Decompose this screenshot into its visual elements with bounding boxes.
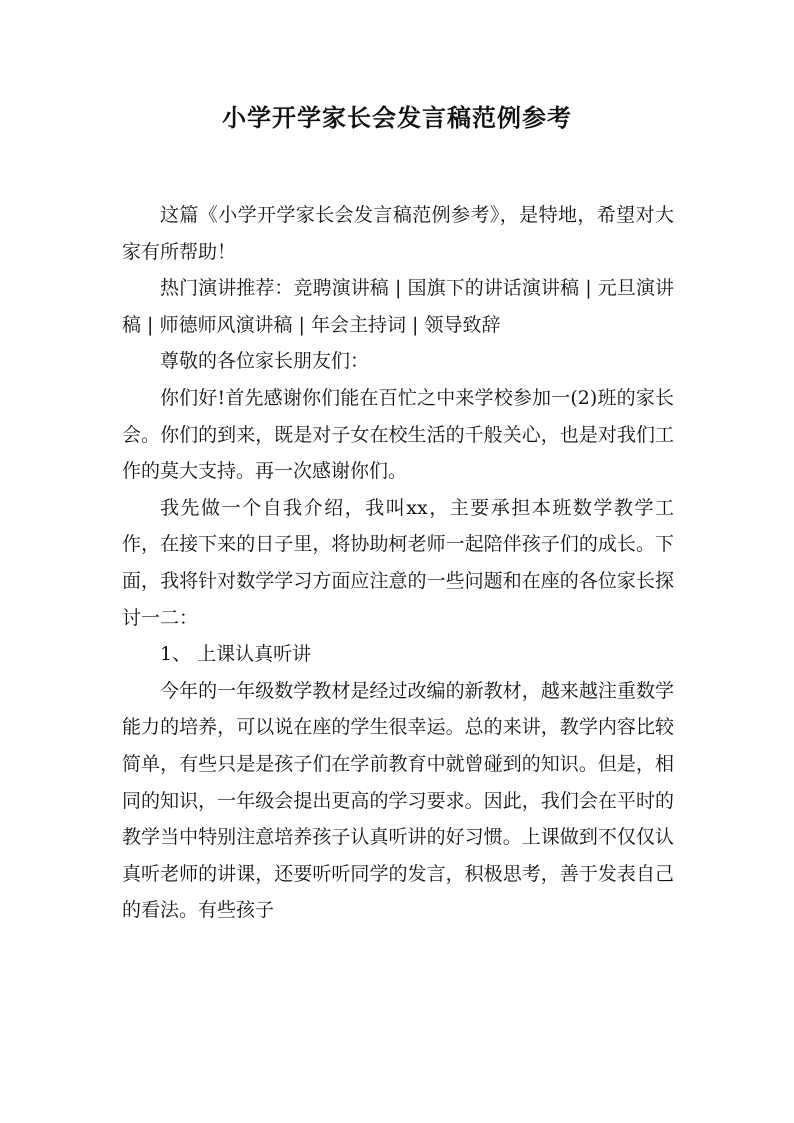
- section-1-paragraph: 今年的一年级数学教材是经过改编的新教材，越来越注重数学能力的培养，可以说在座的学生很幸运。总的来讲，教学内容比较简单，有些只是是孩子们在学前教育中就曾碰到的知识。但是，相同的知识，一年级会提出更高的学习要求。因此，我们会在平时的教学当中特别注意培养孩子认真听讲的好习惯。上课做到不仅仅认真听老师的讲课，还要听听同学的发言，积极思考，善于发表自己的看法。有些孩子: [122, 679, 674, 922]
- document-title: 小学开学家长会发言稿范例参考: [222, 104, 572, 132]
- section-heading-1: 1、 上课认真听讲: [160, 643, 312, 666]
- document-body: [122, 197, 674, 929]
- greeting-paragraph: 你们好!首先感谢你们能在百忙之中来学校参加一(2)班的家长会。你们的到来，既是对子女在校生活的千般关心，也是对我们工作的莫大支持。再一次感谢你们。: [122, 386, 674, 483]
- intro-paragraph: 这篇《小学开学家长会发言稿范例参考》，是特地，希望对大家有所帮助！: [122, 204, 674, 263]
- salutation-paragraph: 尊敬的各位家长朋友们：: [160, 350, 370, 373]
- self-introduction-paragraph: 我先做一个自我介绍，我叫xx，主要承担本班数学教学工作，在接下来的日子里，将协助柯老师一起陪伴孩子们的成长。下面，我将针对数学学习方面应注意的一些问题和在座的各位家长探讨一二：: [122, 496, 674, 629]
- recommendation-paragraph: 热门演讲推荐：竞聘演讲稿 | 国旗下的讲话演讲稿 | 元旦演讲稿 | 师德师风演讲稿 | 年会主持词 | 领导致辞: [122, 277, 674, 336]
